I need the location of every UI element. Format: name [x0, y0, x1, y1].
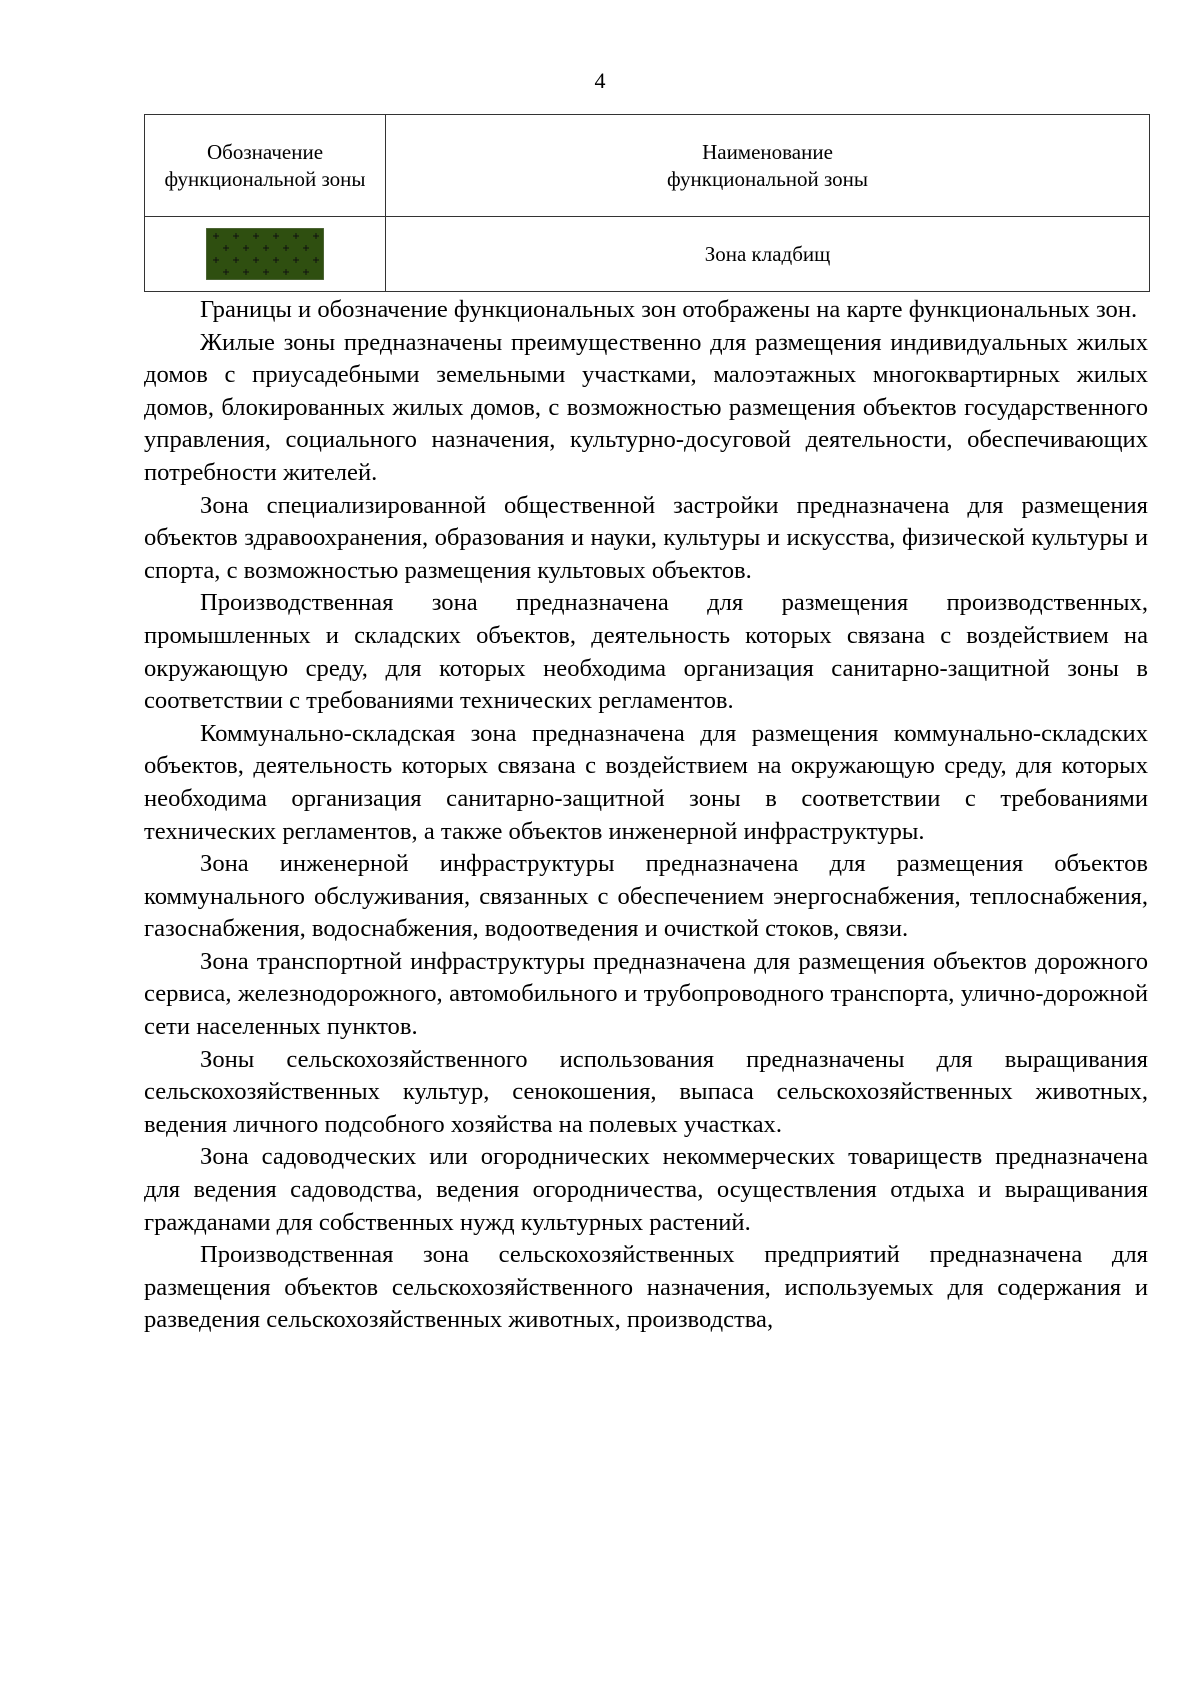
- paragraph: Зона садоводческих или огороднических некоммерческих товариществ предназначена для ведения садоводства, ведения огородничества, осуществления отдыха и выращивания гражданами для собственных нужд культурных растений.: [144, 1143, 1148, 1236]
- table-header-row: [145, 115, 1150, 217]
- header-designation: Обозначение функциональной зоны: [145, 115, 386, 217]
- header-zone-name: Наименование функциональной зоны: [386, 115, 1150, 217]
- paragraph: Жилые зоны предназначены преимущественно для размещения индивидуальных жилых домов с приусадебными земельными участками, малоэтажных многоквартирных жилых домов, блокированных жилых домов, с возможностью размещения объектов государственного управления, социального назначения, культурно-досуговой деятельности, обеспечивающих потребности жителей.: [144, 328, 1148, 486]
- paragraph: Производственная зона предназначена для размещения производственных, промышленных и складских объектов, деятельность которых связана с воздействием на окружающую среду, для которых необходима организация санитарно-защитной зоны в соответствии с требованиями технических регламентов.: [144, 589, 1148, 715]
- body-text: [144, 294, 1148, 1337]
- paragraph: Зона специализированной общественной застройки предназначена для размещения объектов здравоохранения, образования и науки, культуры и искусства, физической культуры и спорта, с возможностью размещения культовых объектов.: [144, 491, 1148, 584]
- paragraph: Зона транспортной инфраструктуры предназначена для размещения объектов дорожного сервиса, железнодорожного, автомобильного и трубопроводного транспорта, улично-дорожной сети населенных пунктов.: [144, 947, 1148, 1041]
- paragraph: Коммунально-складская зона предназначена для размещения коммунально-складских объектов, деятельность которых связана с воздействием на окружающую среду, для которых необходима организация санитарно-защитной зоны в соответствии с требованиями технических регламентов, а также объектов инженерной инфраструктуры.: [144, 719, 1148, 845]
- paragraph: Производственная зона сельскохозяйственных предприятий предназначена для размещения объектов сельскохозяйственного назначения, используемых для содержания и разведения сельскохозяйственных животных, производства,: [144, 1241, 1148, 1334]
- paragraph: Зона инженерной инфраструктуры предназначена для размещения объектов коммунального обслуживания, связанных с обеспечением энергоснабжения, теплоснабжения, газоснабжения, водоснабжения, водоотведения и очисткой стоков, связи.: [144, 850, 1148, 943]
- functional-zones-table: [144, 114, 1150, 292]
- table-row: [145, 217, 1150, 292]
- swatch-cell: [145, 217, 386, 292]
- cemetery-zone-swatch-icon: [206, 228, 324, 280]
- paragraph: Зоны сельскохозяйственного использования предназначены для выращивания сельскохозяйственных культур, сенокошения, выпаса сельскохозяйственных животных, ведения личного подсобного хозяйства на полевых участках.: [144, 1045, 1148, 1138]
- paragraph: Границы и обозначение функциональных зон отображены на карте функциональных зон.: [200, 296, 1138, 323]
- page-number: 4: [594, 68, 606, 93]
- zone-name-cell: Зона кладбищ: [386, 217, 1150, 292]
